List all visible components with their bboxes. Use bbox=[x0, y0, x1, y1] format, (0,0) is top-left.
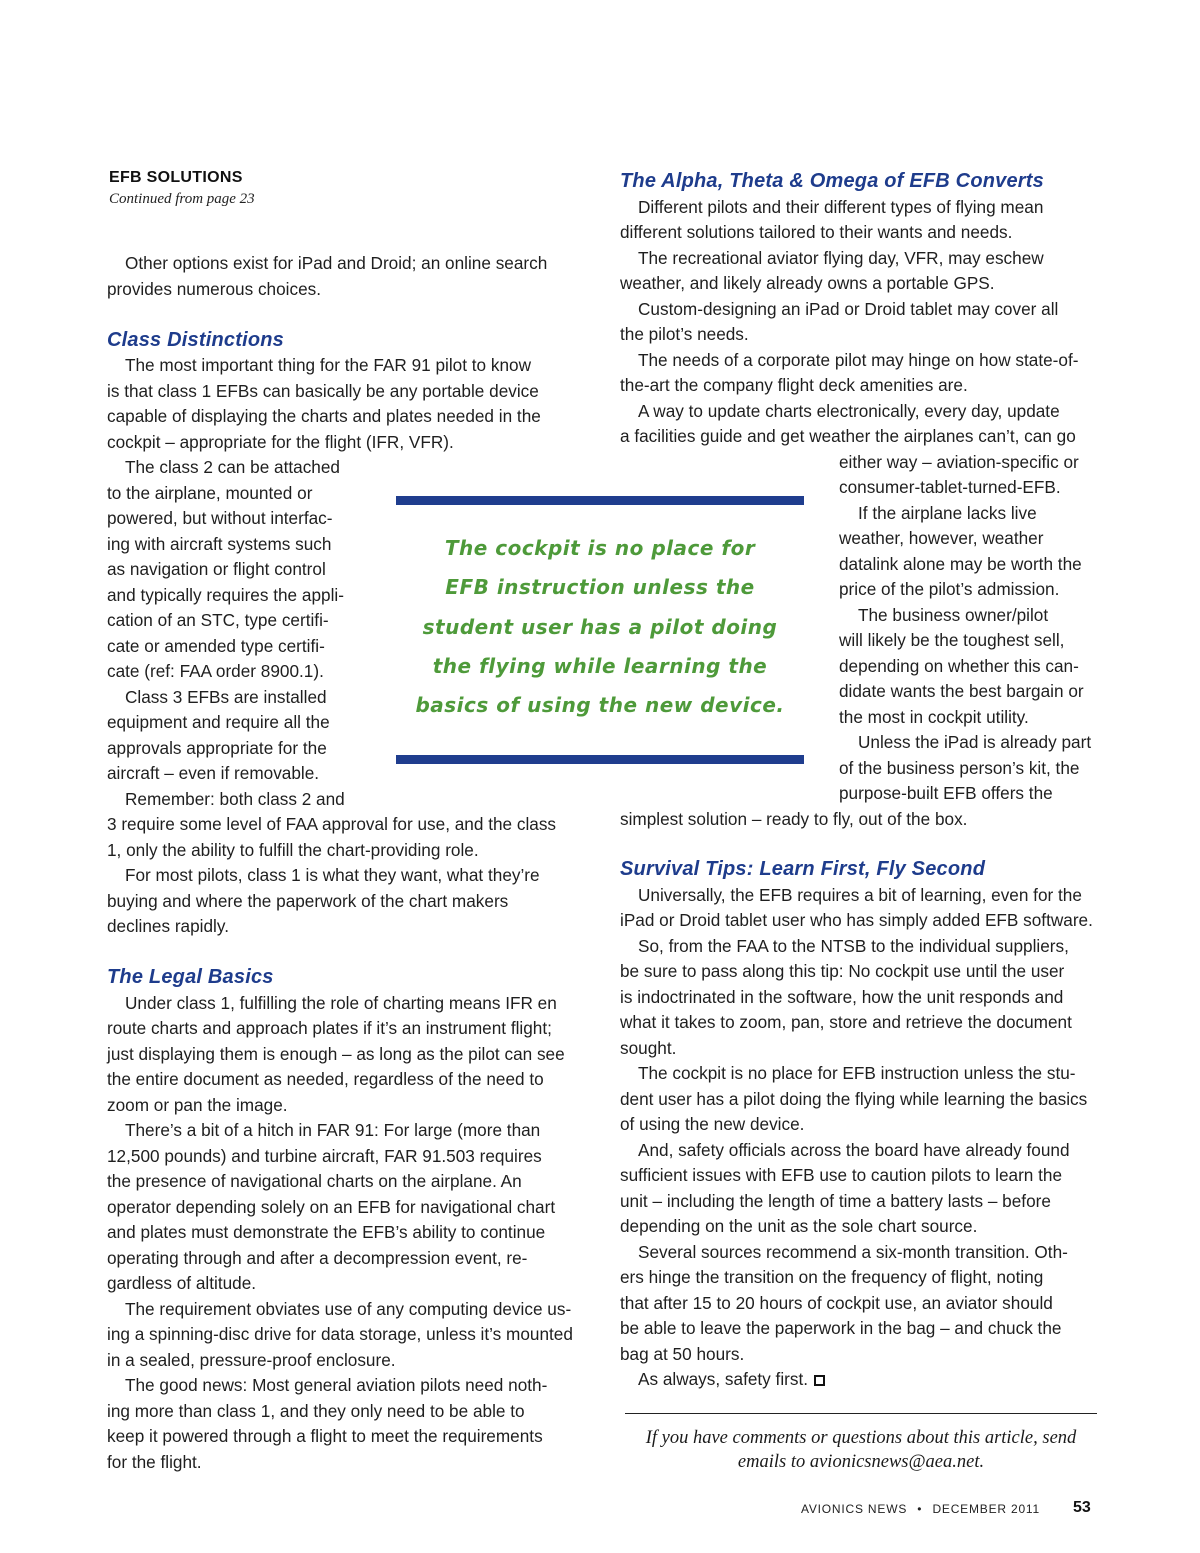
body-line: be sure to pass along this tip: No cockpit use until the user bbox=[620, 961, 1065, 981]
body-line: Universally, the EFB requires a bit of learning, even for the bbox=[638, 885, 1082, 905]
body-line: what it takes to zoom, pan, store and retrieve the document bbox=[620, 1012, 1072, 1032]
page-number: 53 bbox=[1073, 1499, 1091, 1516]
footer-credit bbox=[801, 1500, 1040, 1518]
body-line: dent user has a pilot doing the flying while learning the basics bbox=[620, 1089, 1088, 1109]
issue-date: DECEMBER 2011 bbox=[932, 1502, 1040, 1516]
body-line: gardless of altitude. bbox=[107, 1273, 257, 1293]
body-line: So, from the FAA to the NTSB to the individual suppliers, bbox=[638, 936, 1069, 956]
body-line: the-art the company flight deck amenities are. bbox=[620, 375, 968, 395]
magazine-name: AVIONICS NEWS bbox=[800, 1502, 908, 1516]
body-line: is indoctrinated in the software, how the unit responds and bbox=[620, 987, 1064, 1007]
body-line: as navigation or flight control bbox=[107, 559, 326, 579]
body-line: bag at 50 hours. bbox=[620, 1344, 745, 1364]
body-line: the most in cockpit utility. bbox=[839, 707, 1029, 727]
body-line: Unless the iPad is already part bbox=[858, 732, 1092, 752]
body-line: operator depending solely on an EFB for navigational chart bbox=[107, 1197, 556, 1217]
body-line: Remember: both class 2 and bbox=[125, 789, 345, 809]
pull-quote-line: basics of using the new device. bbox=[415, 693, 785, 717]
body-line: will likely be the toughest sell, bbox=[839, 630, 1065, 650]
body-line: sought. bbox=[620, 1038, 677, 1058]
pull-quote-line: EFB instruction unless the bbox=[445, 575, 755, 599]
closing-text: As always, safety first. bbox=[638, 1369, 809, 1389]
body-line: be able to leave the paperwork in the bag – and chuck the bbox=[620, 1318, 1062, 1338]
body-line: The good news: Most general aviation pilots need noth- bbox=[125, 1375, 548, 1395]
body-line: Class 3 EFBs are installed bbox=[125, 687, 327, 707]
body-line: depending on whether this can- bbox=[839, 656, 1079, 676]
divider bbox=[625, 1413, 1097, 1414]
body-line: just displaying them is enough – as long as the pilot can see bbox=[107, 1044, 565, 1064]
body-line: purpose-built EFB offers the bbox=[839, 783, 1053, 803]
body-line: aircraft – even if removable. bbox=[107, 763, 320, 783]
body-line: depending on the unit as the sole chart source. bbox=[620, 1216, 978, 1236]
body-line: The most important thing for the FAR 91 pilot to know bbox=[125, 355, 532, 375]
body-line: either way – aviation-specific or bbox=[839, 452, 1079, 472]
body-line: the pilot’s needs. bbox=[620, 324, 749, 344]
body-line: ing with aircraft systems such bbox=[107, 534, 332, 554]
body-line: provides numerous choices. bbox=[107, 279, 321, 299]
body-line: the entire document as needed, regardless of the need to bbox=[107, 1069, 544, 1089]
pull-quote-top-rule bbox=[396, 496, 804, 505]
body-line: cate (ref: FAA order 8900.1). bbox=[107, 661, 324, 681]
body-line: 12,500 pounds) and turbine aircraft, FAR 91.503 requires bbox=[107, 1146, 542, 1166]
body-line: ers hinge the transition on the frequency of flight, noting bbox=[620, 1267, 1044, 1287]
body-line: approvals appropriate for the bbox=[107, 738, 327, 758]
continued-note: Continued from page 23 bbox=[109, 191, 255, 207]
body-line: the presence of navigational charts on the airplane. An bbox=[107, 1171, 522, 1191]
body-line: ing more than class 1, and they only need to be able to bbox=[107, 1401, 525, 1421]
body-line: of the business person’s kit, the bbox=[839, 758, 1080, 778]
body-line: and plates must demonstrate the EFB’s ability to continue bbox=[107, 1222, 546, 1242]
body-line: 3 require some level of FAA approval for use, and the class bbox=[107, 814, 557, 834]
contact-line: If you have comments or questions about this article, send bbox=[645, 1428, 1077, 1448]
body-line: The cockpit is no place for EFB instruction unless the stu- bbox=[638, 1063, 1076, 1083]
body-line: A way to update charts electronically, every day, update bbox=[638, 401, 1060, 421]
body-line: The requirement obviates use of any computing device us- bbox=[125, 1299, 572, 1319]
section-label: EFB SOLUTIONS bbox=[109, 169, 243, 186]
closing-line bbox=[638, 1367, 825, 1393]
body-line: is that class 1 EFBs can basically be any portable device bbox=[107, 381, 539, 401]
body-line: a facilities guide and get weather the airplanes can’t, can go bbox=[620, 426, 1076, 446]
body-line: simplest solution – ready to fly, out of the box. bbox=[620, 809, 968, 829]
body-line: declines rapidly. bbox=[107, 916, 229, 936]
body-line: weather, however, weather bbox=[839, 528, 1044, 548]
legal-basics-heading: The Legal Basics bbox=[107, 966, 274, 988]
body-line: powered, but without interfac- bbox=[107, 508, 333, 528]
body-line: zoom or pan the image. bbox=[107, 1095, 288, 1115]
pull-quote-line: student user has a pilot doing bbox=[422, 615, 778, 639]
bullet-separator: • bbox=[917, 1502, 923, 1516]
body-line: Under class 1, fulfilling the role of charting means IFR en bbox=[125, 993, 557, 1013]
body-line: sufficient issues with EFB use to caution pilots to learn the bbox=[620, 1165, 1063, 1185]
body-line: of using the new device. bbox=[620, 1114, 805, 1134]
body-line: If the airplane lacks live bbox=[858, 503, 1037, 523]
body-line: didate wants the best bargain or bbox=[839, 681, 1084, 701]
body-line: Custom-designing an iPad or Droid tablet may cover all bbox=[638, 299, 1059, 319]
body-line: to the airplane, mounted or bbox=[107, 483, 313, 503]
body-line: unit – including the length of time a battery lasts – before bbox=[620, 1191, 1051, 1211]
body-line: operating through and after a decompression event, re- bbox=[107, 1248, 528, 1268]
body-line: There’s a bit of a hitch in FAR 91: For large (more than bbox=[125, 1120, 541, 1140]
survival-tips-heading: Survival Tips: Learn First, Fly Second bbox=[620, 858, 986, 880]
alpha-theta-omega-heading: The Alpha, Theta & Omega of EFB Converts bbox=[620, 170, 1044, 192]
body-line: iPad or Droid tablet user who has simply added EFB software. bbox=[620, 910, 1093, 930]
body-line: different solutions tailored to their wants and needs. bbox=[620, 222, 1013, 242]
body-line: ing a spinning-disc drive for data storage, unless it’s mounted bbox=[107, 1324, 573, 1344]
body-line: buying and where the paperwork of the chart makers bbox=[107, 891, 509, 911]
body-line: price of the pilot’s admission. bbox=[839, 579, 1060, 599]
contact-line: emails to avionicsnews@aea.net. bbox=[737, 1452, 985, 1472]
body-line: The needs of a corporate pilot may hinge on how state-of- bbox=[638, 350, 1079, 370]
body-line: Different pilots and their different types of flying mean bbox=[638, 197, 1044, 217]
body-line: cate or amended type certifi- bbox=[107, 636, 325, 656]
pull-quote-line: The cockpit is no place for bbox=[444, 536, 756, 560]
body-line: For most pilots, class 1 is what they want, what they’re bbox=[125, 865, 540, 885]
pull-quote-line: the flying while learning the bbox=[432, 654, 768, 678]
body-line: equipment and require all the bbox=[107, 712, 330, 732]
body-line: that after 15 to 20 hours of cockpit use, an aviator should bbox=[620, 1293, 1053, 1313]
body-line: 1, only the ability to fulfill the chart-providing role. bbox=[107, 840, 479, 860]
body-line: And, safety officials across the board have already found bbox=[638, 1140, 1070, 1160]
body-line: datalink alone may be worth the bbox=[839, 554, 1082, 574]
body-line: and typically requires the appli- bbox=[107, 585, 344, 605]
body-line: in a sealed, pressure-proof enclosure. bbox=[107, 1350, 396, 1370]
end-mark-icon bbox=[814, 1375, 825, 1386]
body-line: cation of an STC, type certifi- bbox=[107, 610, 329, 630]
body-line: The recreational aviator flying day, VFR, may eschew bbox=[638, 248, 1044, 268]
body-line: consumer-tablet-turned-EFB. bbox=[839, 477, 1061, 497]
body-line: keep it powered through a flight to meet the requirements bbox=[107, 1426, 543, 1446]
body-line: route charts and approach plates if it’s an instrument flight; bbox=[107, 1018, 552, 1038]
class-distinctions-heading: Class Distinctions bbox=[107, 329, 284, 351]
body-line: The class 2 can be attached bbox=[125, 457, 340, 477]
body-line: weather, and likely already owns a portable GPS. bbox=[620, 273, 995, 293]
pull-quote-bottom-rule bbox=[396, 755, 804, 764]
body-line: The business owner/pilot bbox=[858, 605, 1049, 625]
body-line: Several sources recommend a six-month transition. Oth- bbox=[638, 1242, 1068, 1262]
body-line: Other options exist for iPad and Droid; an online search bbox=[125, 253, 548, 273]
body-line: capable of displaying the charts and plates needed in the bbox=[107, 406, 541, 426]
body-line: cockpit – appropriate for the flight (IFR, VFR). bbox=[107, 432, 454, 452]
body-line: for the flight. bbox=[107, 1452, 202, 1472]
